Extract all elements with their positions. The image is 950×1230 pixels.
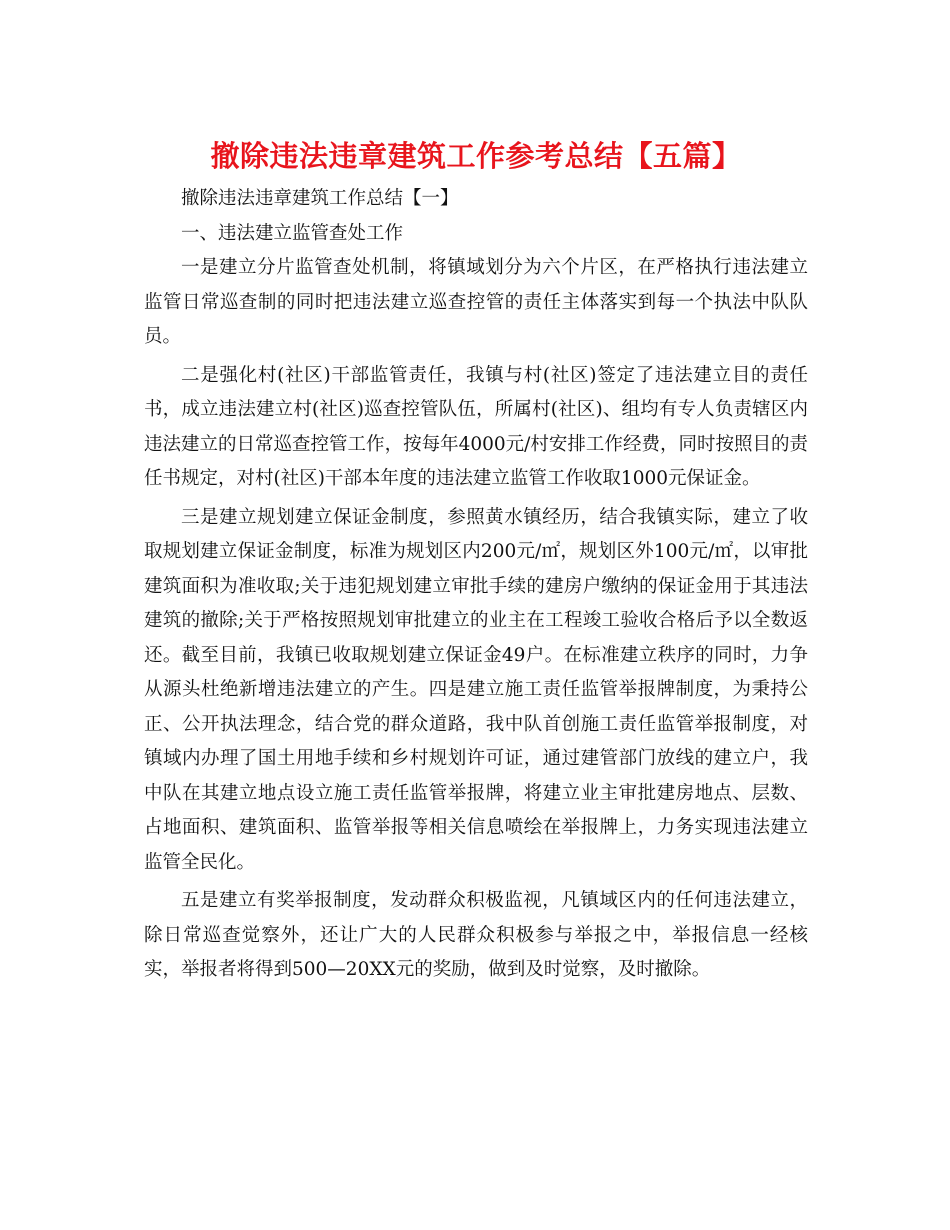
- document-title: 撤除违法违章建筑工作参考总结【五篇】: [210, 139, 742, 173]
- paragraph-2: 二是强化村(社区)干部监管责任，我镇与村(社区)签定了违法建立目的责任书，成立违法建立村(社区)巡查控管队伍，所属村(社区)、组均有专人负责辖区内违法建立的日常巡查控管工作，按每年4000元/村安排工作经费，同时按照目的责任书规定，对村(社区)干部本年度的违法建立监管工作收取1000元保证金。: [144, 364, 808, 489]
- paragraph-4: 五是建立有奖举报制度，发动群众积极监视，凡镇域区内的任何违法建立，除日常巡查觉察外，还让广大的人民群众积极参与举报之中，举报信息一经核实，举报者将得到500—20XX元的奖励，做到及时觉察，及时撤除。: [144, 890, 808, 980]
- section-heading: 撤除违法违章建筑工作总结【一】: [181, 188, 459, 209]
- paragraph-3: 三是建立规划建立保证金制度，参照黄水镇经历，结合我镇实际，建立了收取规划建立保证金制度，标准为规划区内200元/㎡，规划区外100元/㎡，以审批建筑面积为准收取;关于违犯规划建立审批手续的建房户缴纳的保证金用于其违法建筑的撤除;关于严格按照规划审批建立的业主在工程竣工验收合格后予以全数返还。截至目前，我镇已收取规划建立保证金49户。在标准建立秩序的同时，力争从源头杜绝新增违法建立的产生。四是建立施工责任监管举报牌制度，为秉持公正、公开执法理念，结合党的群众道路，我中队首创施工责任监管举报制度，对镇域内办理了国土用地手续和乡村规划许可证，通过建管部门放线的建立户，我中队在其建立地点设立施工责任监管举报牌，将建立业主审批建房地点、层数、占地面积、建筑面积、监管举报等相关信息喷绘在举报牌上，力务实现违法建立监管全民化。: [144, 506, 808, 873]
- subsection-heading: 一、违法建立监管查处工作: [181, 222, 404, 244]
- paragraph-1: 一是建立分片监管查处机制，将镇域划分为六个片区，在严格执行违法建立监管日常巡查制的同时把违法建立巡查控管的责任主体落实到每一个执法中队队员。: [144, 257, 808, 347]
- document-page: [144, 136, 808, 988]
